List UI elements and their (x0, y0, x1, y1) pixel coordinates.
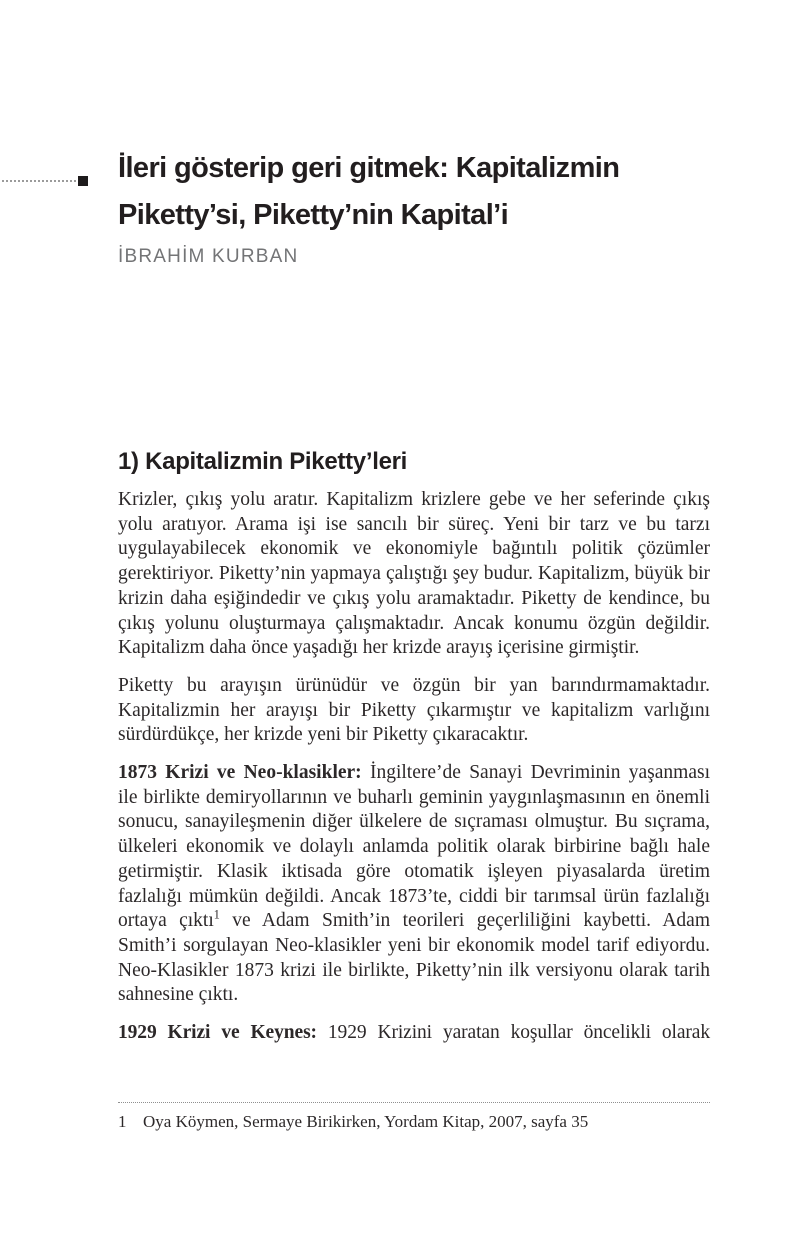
body-paragraph: Piketty bu arayışın ürünüdür ve özgün bir yan barındırmamaktadır. Kapitalizmin her arayışı bir Piketty çıkarmıştır ve kapitalizm varlığını sürdürdükçe, her krizde yeni bir Piketty çıkaracaktır. (118, 674, 710, 746)
dotted-rule (2, 180, 76, 182)
chapter-title-line-1: İleri gösterip geri gitmek: Kapitalizmin (118, 152, 620, 184)
square-bullet-icon (78, 176, 88, 186)
chapter-title-line-2: Piketty’si, Piketty’nin Kapital’i (118, 199, 509, 231)
content-column (118, 145, 710, 1046)
body-paragraph: Krizler, çıkış yolu aratır. Kapitalizm krizlere gebe ve her seferinde çıkış yolu aratıyor. Arama işi ise sancılı bir süreç. Yeni bir tarz ve bu tarzı uygulayabilecek ekonomik ve ekonomiyle bağıntılı politik çözümler gerektiriyor. Piketty’nin yapmaya çalıştığı şey budur. Kapitalizm, büyük bir krizin daha eşiğindedir ve çıkış yolu aramaktadır. Piketty de kendince, bu çıkış yolunu oluşturmaya çalışmaktadır. Ancak konumu özgün değildir. Kapitalizm daha önce yaşadığı her krizde arayış içerisine girmiştir. (118, 489, 710, 659)
body-text (118, 488, 710, 1046)
footnote-rule (118, 1102, 710, 1103)
chapter-title (118, 145, 710, 239)
section-heading: 1) Kapitalizmin Piketty’leri (118, 448, 408, 475)
body-paragraph: 1873 Krizi ve Neo-klasikler: İngiltere’de Sanayi Devriminin yaşanması ile birlikte demiryollarının ve buharlı geminin yaygınlaşmasının en önemli sonucu, sanayileşmenin diğer ülkelere de sıçraması olmuştur. Bu sıçrama, ülkeleri ekonomik ve dolaylı anlamda politik olarak birbirine bağlı hale getirmiştir. Klasik iktisada göre otomatik işleyen piyasalarda üretim fazlalığı mümkün değildi. Ancak 1873’te, ciddi bir tarımsal ürün fazlalığı ortaya çıktı$^1$ ve Adam Smith’in teorileri geçerliliğini kaybetti. Adam Smith’i sorgulayan Neo-klasikler yeni bir ekonomik model tarif ediyordu. Neo-Klasikler 1873 krizi ile birlikte, Piketty’nin ilk versiyonu olarak tarih sahnesine çıktı. (118, 762, 710, 1006)
body-paragraph: 1929 Krizi ve Keynes: 1929 Krizini yaratan koşullar öncelikli olarak (118, 1022, 710, 1044)
footnote-area (118, 1102, 710, 1133)
footnote-number: 1 (118, 1112, 127, 1131)
footnote-reference: 1 (213, 907, 220, 922)
author-name: İBRAHİM KURBAN (118, 246, 299, 267)
footnote-text: Oya Köymen, Sermaye Birikirken, Yordam Kitap, 2007, sayfa 35 (143, 1112, 589, 1131)
footnote (118, 1111, 710, 1133)
